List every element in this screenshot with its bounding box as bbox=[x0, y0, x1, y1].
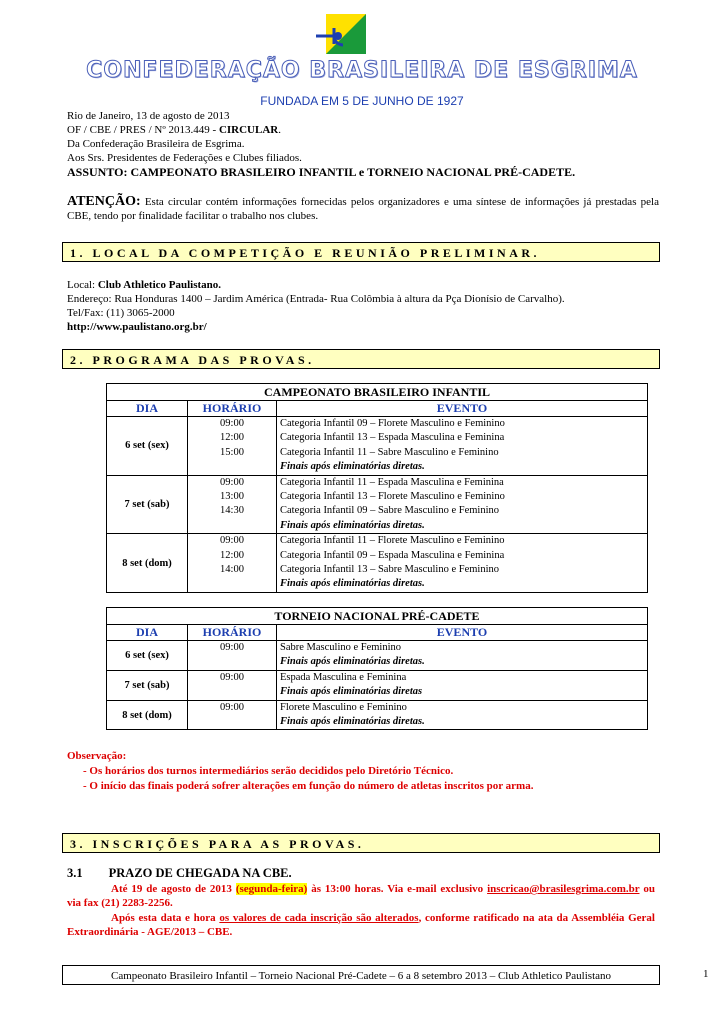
section-2-heading: 2. PROGRAMA DAS PROVAS. bbox=[62, 349, 660, 369]
email-link[interactable]: inscricao@brasilesgrima.com.br bbox=[487, 883, 640, 895]
col-header-time: HORÁRIO bbox=[188, 401, 277, 417]
section-3-heading: 3. INSCRIÇÕES PARA AS PROVAS. bbox=[62, 833, 660, 853]
page-footer: Campeonato Brasileiro Infantil – Torneio Nacional Pré-Cadete – 6 a 8 setembro 2013 – Club Athletico Paulistano bbox=[62, 965, 660, 985]
observation-item: - O início das finais poderá sofrer alterações em função do número de atletas inscritos por arma. bbox=[83, 780, 534, 792]
day-cell: 6 set (sex) bbox=[107, 417, 188, 476]
table-row bbox=[107, 700, 648, 730]
venue-address: Endereço: Rua Honduras 1400 – Jardim América (Entrada- Rua Colômbia à altura da Pça Dionísio de Carvalho). bbox=[67, 293, 565, 305]
col-header-day: DIA bbox=[107, 401, 188, 417]
schedule-table-infantil bbox=[106, 383, 648, 593]
observations bbox=[67, 749, 533, 794]
table-title: TORNEIO NACIONAL PRÉ-CADETE bbox=[107, 608, 648, 625]
venue-local: Local: Club Athletico Paulistano. bbox=[67, 279, 222, 291]
col-header-time: HORÁRIO bbox=[188, 625, 277, 641]
deadline-paragraph: Até 19 de agosto de 2013 (segunda-feira) às 13:00 horas. Via e-mail exclusivo inscricao@brasilesgrima.com.br ou via fax (21) 2283-2256. bbox=[67, 883, 655, 909]
observation-label: Observação: bbox=[67, 750, 127, 762]
day-cell: 8 set (dom) bbox=[107, 700, 188, 730]
letter-from: Da Confederação Brasileira de Esgrima. bbox=[67, 138, 245, 150]
time-cell: 09:00 bbox=[188, 670, 277, 700]
founded-date: FUNDADA EM 5 DE JUNHO DE 1927 bbox=[260, 94, 464, 108]
attention-note: ATENÇÃO: Esta circular contém informações fornecidas pelos organizadores e uma síntese de informações já prestadas pela CBE, tendo por finalidade facilitar o trabalho nos clubes. bbox=[67, 194, 659, 222]
table-row bbox=[107, 417, 648, 476]
table-row bbox=[107, 670, 648, 700]
col-header-event: EVENTO bbox=[277, 401, 648, 417]
observation-item: - Os horários dos turnos intermediários serão decididos pelo Diretório Técnico. bbox=[83, 765, 454, 777]
venue-url[interactable]: http://www.paulistano.org.br/ bbox=[67, 321, 207, 333]
table-title: CAMPEONATO BRASILEIRO INFANTIL bbox=[107, 384, 648, 401]
day-cell: 7 set (sab) bbox=[107, 475, 188, 534]
time-cell: 09:00 bbox=[188, 700, 277, 730]
time-cell: 09:00 bbox=[188, 641, 277, 671]
col-header-event: EVENTO bbox=[277, 625, 648, 641]
event-cell: Categoria Infantil 09 – Florete Masculino e Feminino Categoria Infantil 13 – Espada Masculina e Feminina Categoria Infantil 11 – Sabre Masculino e Feminino Finais após eliminatórias diretas. bbox=[277, 417, 648, 476]
table-row bbox=[107, 641, 648, 671]
col-header-day: DIA bbox=[107, 625, 188, 641]
event-cell: Espada Masculina e Feminina Finais após eliminatórias diretas bbox=[277, 670, 648, 700]
day-cell: 7 set (sab) bbox=[107, 670, 188, 700]
highlighted-weekday: (segunda-feira) bbox=[235, 883, 308, 895]
event-cell: Sabre Masculino e Feminino Finais após eliminatórias diretas. bbox=[277, 641, 648, 671]
time-cell: 09:00 12:00 14:00 bbox=[188, 534, 277, 593]
section-1-heading: 1. LOCAL DA COMPETIÇÃO E REUNIÃO PRELIMINAR. bbox=[62, 242, 660, 262]
venue-phone: Tel/Fax: (11) 3065-2000 bbox=[67, 307, 175, 319]
event-cell: Categoria Infantil 11 – Espada Masculina e Feminina Categoria Infantil 13 – Florete Masculino e Feminino Categoria Infantil 09 – Sabre Masculino e Feminino Finais após eliminatórias diretas. bbox=[277, 475, 648, 534]
letter-date: Rio de Janeiro, 13 de agosto de 2013 bbox=[67, 110, 230, 122]
day-cell: 6 set (sex) bbox=[107, 641, 188, 671]
day-cell: 8 set (dom) bbox=[107, 534, 188, 593]
letter-reference: OF / CBE / PRES / Nº 2013.449 - CIRCULAR. bbox=[67, 124, 281, 136]
subsection-3-1-title: 3.1 PRAZO DE CHEGADA NA CBE. bbox=[67, 866, 292, 880]
letter-to: Aos Srs. Presidentes de Federações e Clubes filiados. bbox=[67, 152, 302, 164]
table-row bbox=[107, 534, 648, 593]
schedule-table-precadete bbox=[106, 607, 648, 730]
table-row bbox=[107, 475, 648, 534]
time-cell: 09:00 13:00 14:30 bbox=[188, 475, 277, 534]
event-cell: Categoria Infantil 11 – Florete Masculino e Feminino Categoria Infantil 09 – Espada Masculina e Feminina Categoria Infantil 13 – Sabre Masculino e Feminino Finais após eliminatórias diretas. bbox=[277, 534, 648, 593]
cbe-logo bbox=[316, 14, 372, 58]
time-cell: 09:00 12:00 15:00 bbox=[188, 417, 277, 476]
fee-paragraph: Após esta data e hora os valores de cada inscrição são alterados, conforme ratificado na ata da Assembléia Geral Extraordinária - AGE/2013 – CBE. bbox=[67, 912, 655, 938]
letter-subject: ASSUNTO: CAMPEONATO BRASILEIRO INFANTIL e TORNEIO NACIONAL PRÉ-CADETE. bbox=[67, 165, 576, 179]
page-number: 1 bbox=[703, 968, 709, 980]
org-title: CONFEDERAÇÃO BRASILEIRA DE ESGRIMA bbox=[86, 58, 638, 83]
event-cell: Florete Masculino e Feminino Finais após eliminatórias diretas. bbox=[277, 700, 648, 730]
